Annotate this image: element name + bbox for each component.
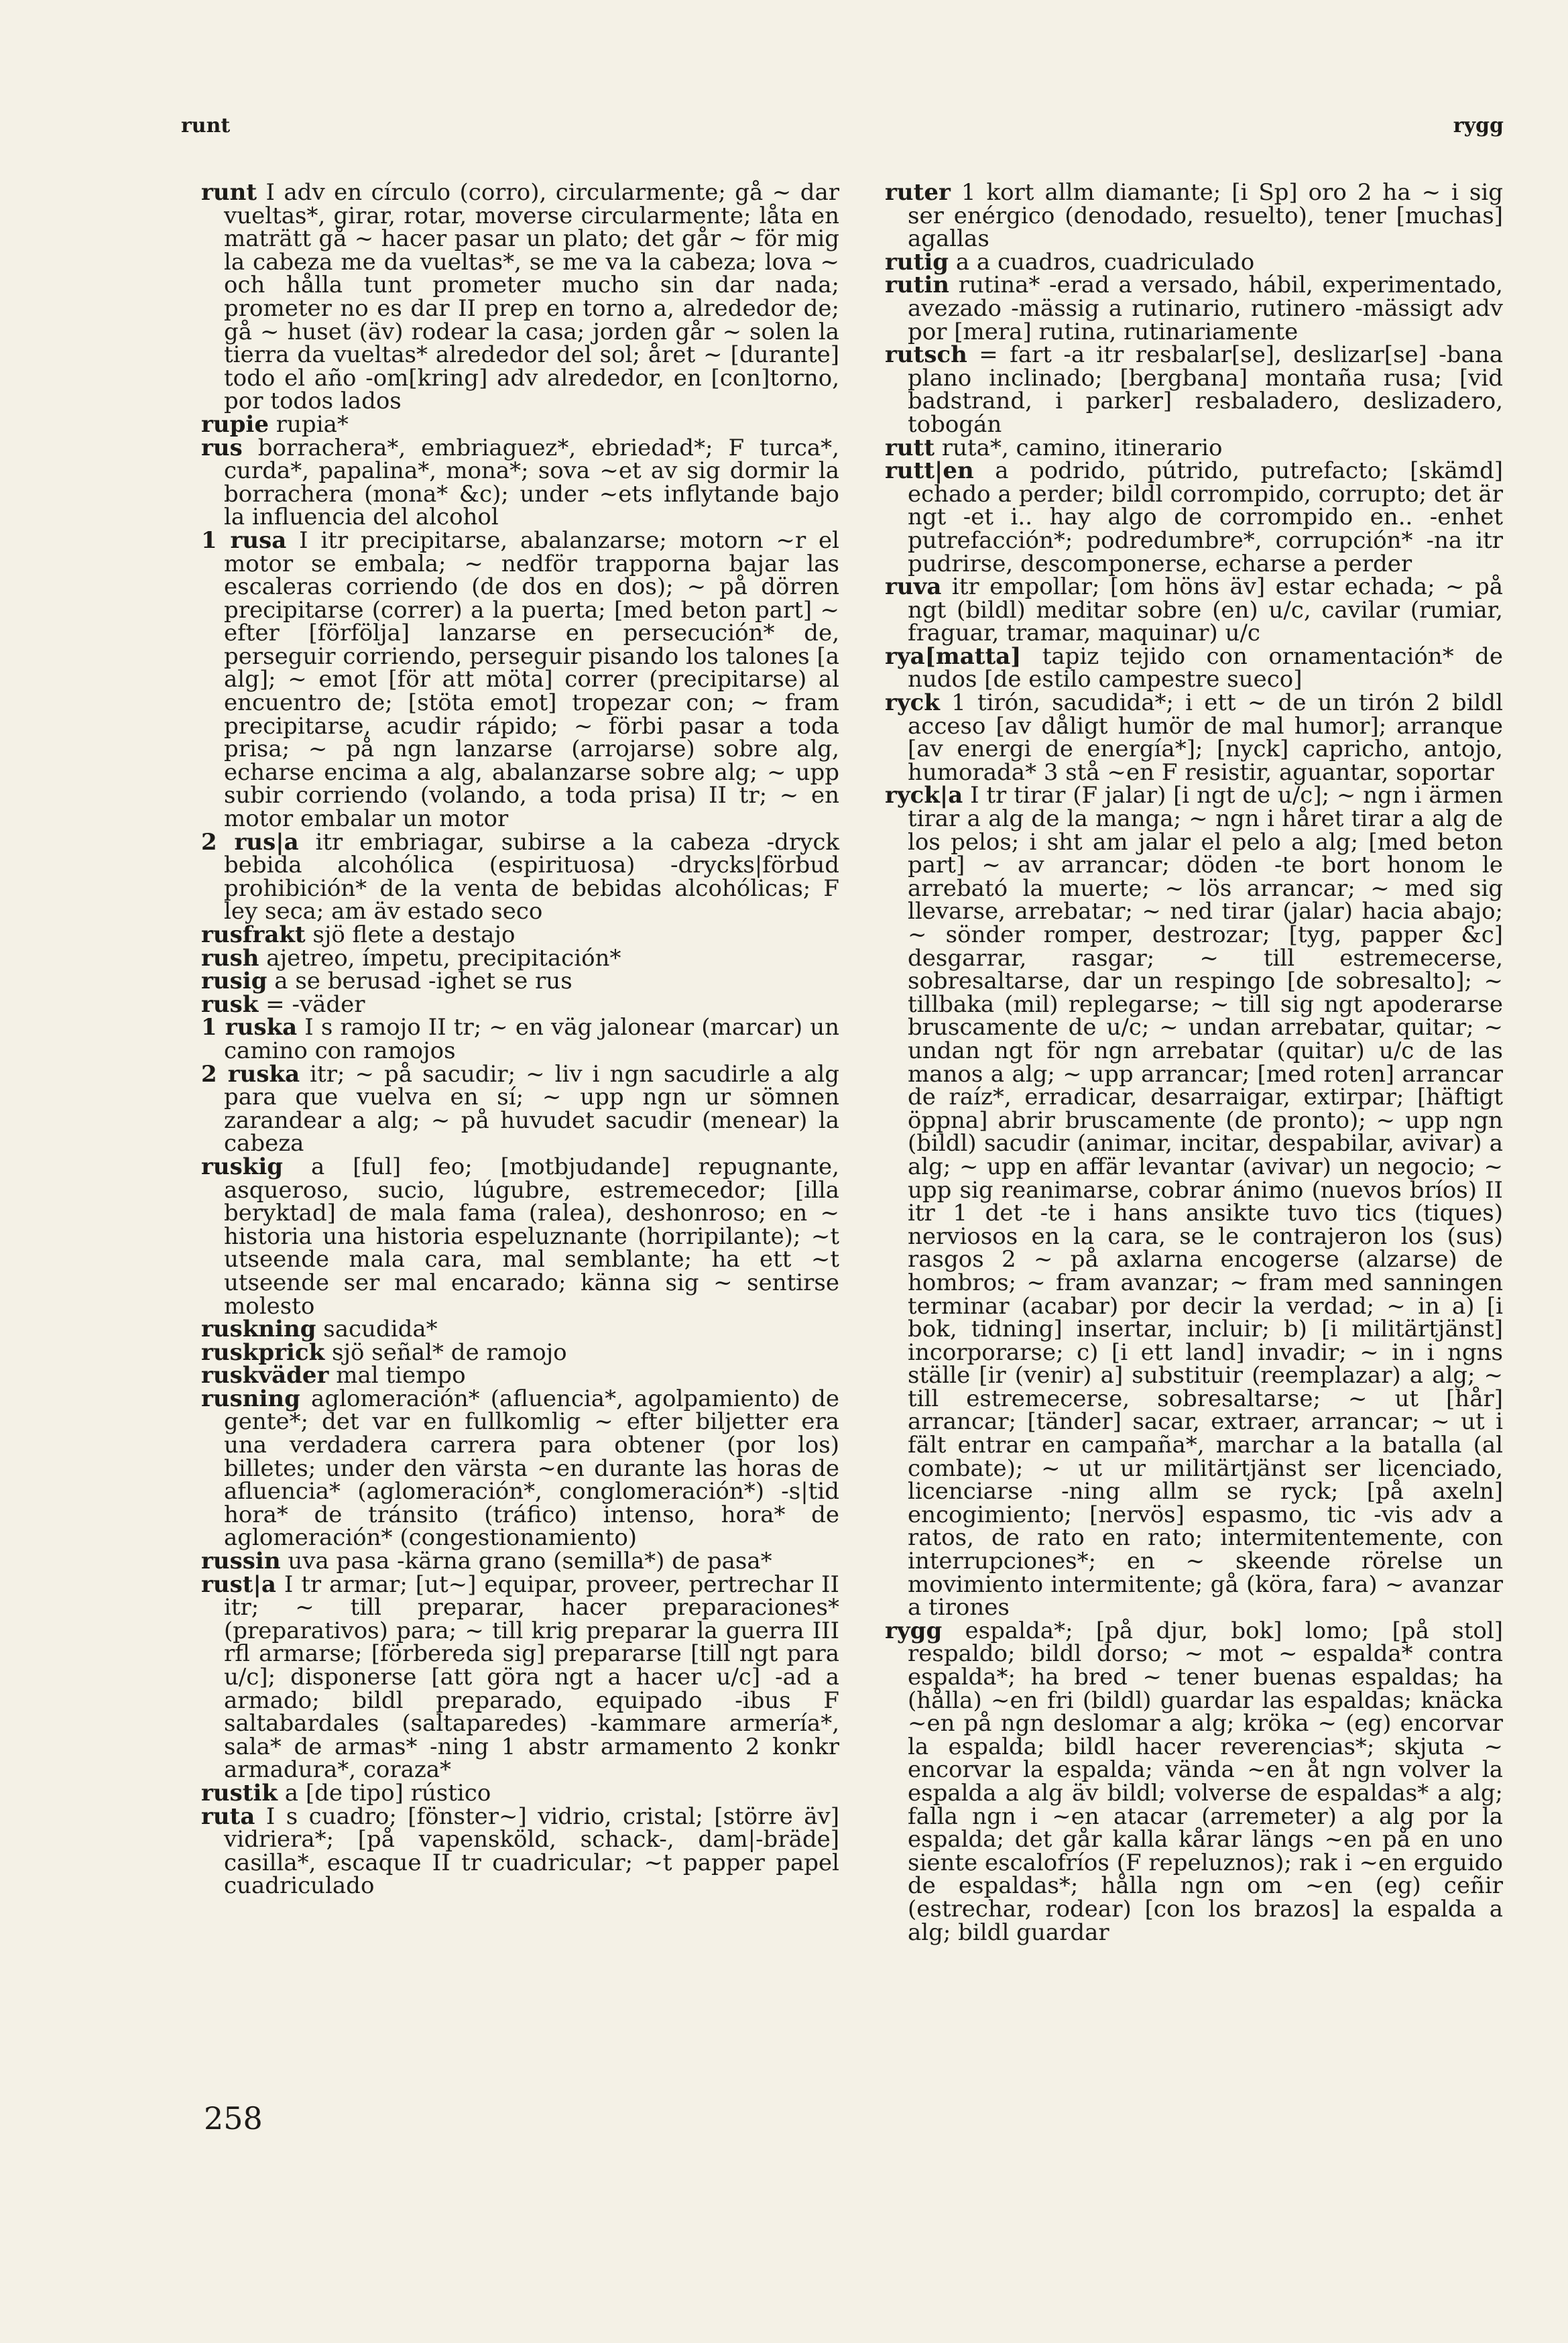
running-head-right: rygg — [1453, 114, 1504, 137]
entry-text: I tr tirar (F jalar) [i ngt de u/c]; ~ ngn i ärmen tirar a alg de la manga; ~ ngn i håret tirar a alg de los pelos; i sht am jalar el pelo a alg; [med beton part] ~ av arrancar; döden -te bort honom le arrebató la muerte; ~ lös arrancar; ~ med sig llevarse, arrebatar; ~ ned tirar (jalar) hacia abajo; ~ sönder romper, destrozar; [tyg, papper &c] desgarrar, rasgar; ~ till estremecerse, sobresaltarse, dar un respingo [de sobresalto]; ~ tillbaka (mil) replegarse; ~ till sig ngt apoderarse bruscamente de u/c; ~ undan arrebatar, quitar; ~ undan ngt för ngn arrebatar (quitar) u/c de las manos a alg; ~ upp arrancar; [med roten] arrancar de raíz*, erradicar, desarraigar, extirpar; [häftigt öppna] abrir bruscamente (de pronto); ~ upp ngn (bildl) sacudir (animar, incitar, despabilar, avivar) a alg; ~ upp en affär levantar (avivar) un negocio; ~ upp sig reanimarse, cobrar ánimo (nuevos bríos) II itr 1 det -te i hans ansikte tuvo tics (tiques) nerviosos en la cara, se le contrajeron los (sus) rasgos 2 ~ på axlarna encogerse (alzarse) de hombros; ~ fram avanzar; ~ fram med sanningen terminar (acabar) por decir la verdad; ~ in a) [i bok, tidning] insertar, incluir; b) [i militärtjänst] incorporarse; c) [i ett land] invadir; ~ in i ngns ställe [ir (venir) a] substituir (reemplazar) a alg; ~ till estremecerse, sobresaltarse; ~ ut [hår] arrancar; [tänder] sacar, extraer, arrancar; ~ ut i fält entrar en campaña*, marchar a la batalla (al combate); ~ ut ur militärtjänst ser licenciado, licenciarse -ning allm se ryck; [på axeln] encogimiento; [nervös] espasmo, tic -vis adv a ratos, de rato en rato; intermitentemente, con interrupciones*; en ~ skeende rörelse un movimiento intermitente; gå (köra, fara) ~ avanzar a tirones — [908, 782, 1510, 1621]
dictionary-entry — [201, 526, 847, 833]
entry-headword: rusig — [201, 968, 267, 995]
dictionary-entry — [885, 689, 1510, 786]
entry-headword: rustik — [201, 1779, 278, 1807]
entry-text: uva pasa -kärna grano (semilla*) de pasa* — [280, 1548, 772, 1575]
dictionary-entry — [201, 828, 847, 925]
entry-headword: ruskväder — [201, 1362, 329, 1389]
entry-text: a [de tipo] rústico — [277, 1779, 491, 1807]
entry-headword: ruskning — [201, 1316, 316, 1343]
entry-text: I s ramojo II tr; ~ en väg jalonear (marcar) un camino con ramojos — [224, 1014, 847, 1064]
entry-text: itr; ~ på sacudir; ~ liv i ngn sacudirle a alg para que vuelva en sí; ~ upp ngn ur sömnen zarandear a alg; ~ på huvudet sacudir (menear) la cabeza — [224, 1060, 847, 1157]
entry-text: sjö flete a destajo — [305, 921, 516, 948]
dictionary-entry — [885, 179, 1510, 253]
entry-text: itr embriagar, subirse a la cabeza -dryck bebida alcohólica (espirituosa) -drycks|förbud prohibición* de la venta de bebidas alcohólicas; F ley seca; am äv estado seco — [224, 828, 847, 925]
dictionary-entry — [885, 248, 1503, 276]
entry-headword: rust|a — [201, 1570, 276, 1598]
dictionary-entry — [201, 1779, 839, 1807]
entry-headword: ruskig — [201, 1153, 284, 1180]
dictionary-entry — [201, 1364, 839, 1387]
right-column — [885, 179, 1510, 1946]
entry-headword: rus — [201, 434, 243, 461]
entry-text: a [ful] feo; [motbjudande] repugnante, asqueroso, sucio, lúgubre, estremecedor; [illa beryktad] de mala fama (ralea), deshonroso; en ~ historia una historia espeluznante (horripilante); ~t utseende mala cara, mal semblante; ha ett ~t utseende ser mal encarado; känna sig ~ sentirse molesto — [224, 1153, 847, 1320]
entry-headword: rutt|en — [885, 457, 974, 485]
entry-text: a podrido, pútrido, putrefacto; [skämd] echado a perder; bildl corrompido, corrupto; det är ngt -et i.. hay algo de corrompido en.. -enhet putrefacción*; podredumbre*, corrupción* -na itr pudrirse, descomponerse, echarse a perder — [908, 457, 1510, 577]
dictionary-entry — [201, 1014, 847, 1064]
entry-headword: ryck — [885, 689, 940, 717]
entry-text: itr empollar; [om höns äv] estar echada; ~ på ngt (bildl) meditar sobre (en) u/c, cavilar (rumiar, fraguar, tramar, maquinar) u/c — [908, 573, 1510, 647]
entry-headword: rutig — [885, 248, 949, 276]
dictionary-entry — [885, 642, 1510, 693]
entry-headword: ruskprick — [201, 1338, 325, 1366]
entry-text: a a cuadros, cuadriculado — [949, 248, 1255, 276]
entry-text: ruta*, camino, itinerario — [934, 434, 1223, 461]
entry-headword: 2 ruska — [201, 1060, 300, 1088]
entry-headword: ruter — [885, 179, 951, 206]
entry-text: = fart -a itr resbalar[se], deslizar[se] -bana plano inclinado; [bergbana] montaña rusa; [vid badstrand, i parker] resbaladero, deslizadero, tobogán — [908, 341, 1510, 438]
entry-text: tapiz tejido con ornamentación* de nudos [de estilo campestre sueco] — [908, 642, 1510, 693]
entry-text: mal tiempo — [328, 1362, 466, 1389]
dictionary-entry — [201, 1385, 847, 1552]
dictionary-entry — [885, 272, 1510, 345]
entry-text: espalda*; [på djur, bok] lomo; [på stol] respaldo; bildl dorso; ~ mot ~ espalda* contra espalda*; ha bred ~ tener buenas espaldas; ha (hålla) ~en fri (bildl) guardar las espaldas; knäcka ~en på ngn deslomar a alg; kröka ~ (eg) encorvar la espalda; bildl hacer reverencias*; skjuta ~ encorvar la espalda; vända ~en åt ngn volver la espalda a alg äv bildl; volverse de espaldas* a alg; falla ngn i ~en atacar (arremeter) a alg por la espalda; det går kalla kårar längs ~en på en uno siente escalofríos (F repeluznos); rak i ~en erguido de espaldas*; hålla ngn om ~en (eg) ceñir (estrechar, rodear) [con los brazos] la espalda a alg; bildl guardar — [908, 1617, 1510, 1946]
entry-headword: ryck|a — [885, 782, 963, 809]
dictionary-entry — [885, 1617, 1510, 1946]
entry-text: borrachera*, embriaguez*, ebriedad*; F turca*, curda*, papalina*, mona*; sova ~et av sig dormir la borrachera (mona* &c); under ~ets inflytande bajo la influencia del alcohol — [224, 434, 847, 531]
entry-text: aglomeración* (afluencia*, agolpamiento) de gente*; det var en fullkomlig ~ efter biljetter era una verdadera carrera para obtener (por los) billetes; under den värsta ~en durante las horas de afluencia* (aglomeración*, conglomeración*) -s|tid hora* de tránsito (tráfico) intenso, hora* de aglomeración* (congestionamiento) — [224, 1385, 847, 1552]
page-number: 258 — [204, 2100, 263, 2136]
entry-text: 1 tirón, sacudida*; i ett ~ de un tirón 2 bildl acceso [av dåligt humör de mal humor]; arranque [av energi de energía*]; [nyck] capricho, antojo, humorada* 3 stå ~en F resistir, aguantar, soportar — [908, 689, 1510, 786]
dictionary-entry — [201, 410, 839, 438]
entry-headword: 1 rusa — [201, 526, 287, 554]
entry-text: I tr armar; [ut~] equipar, proveer, pertrechar II itr; ~ till preparar, hacer preparaciones* (preparativos) para; ~ till krig preparar la guerra III rfl armarse; [förbereda sig] prepararse [till ngt para u/c]; disponerse [att göra ngt a hacer u/c] -ad a armado; bildl preparado, equipado -ibus F saltabardales (saltaparedes) -kammare armería*, sala* de armas* -ning 1 abstr armamento 2 konkr armadura*, coraza* — [224, 1570, 847, 1784]
entry-headword: rutsch — [885, 341, 967, 369]
entry-headword: rusk — [201, 990, 259, 1018]
dictionary-entry — [201, 1318, 839, 1341]
entry-headword: rusning — [201, 1385, 300, 1412]
entry-headword: 2 rus|a — [201, 828, 299, 856]
dictionary-entry — [201, 1060, 847, 1157]
entry-text: ajetreo, ímpetu, precipitación* — [259, 944, 621, 972]
dictionary-entry — [885, 457, 1510, 577]
left-column — [201, 179, 847, 1900]
dictionary-entry — [885, 434, 1503, 461]
dictionary-entry — [201, 1153, 847, 1320]
entry-headword: rusfrakt — [201, 921, 306, 948]
running-head-left: runt — [181, 114, 231, 137]
entry-text: sacudida* — [316, 1316, 438, 1343]
entry-text: rupia* — [268, 410, 349, 438]
entry-headword: rutin — [885, 272, 949, 299]
dictionary-entry — [885, 341, 1510, 438]
entry-text: I adv en círculo (corro), circularmente; gå ~ dar vueltas*, girar, rotar, moverse circularmente; låta en maträtt gå ~ hacer pasar un plato; det går ~ för mig la cabeza me da vueltas*, se me va la cabeza; lova ~ och hålla tunt prometer mucho sin dar nada; prometer no es dar II prep en torno a, alrededor de; gå ~ huset (äv) rodear la casa; jorden går ~ solen la tierra da vueltas* alrededor del sol; året ~ [durante] todo el año -om[kring] adv alrededor, en [con]torno, por todos lados — [224, 179, 847, 415]
entry-headword: russin — [201, 1548, 281, 1575]
entry-text: sjö señal* de ramojo — [324, 1338, 567, 1366]
entry-text: = -väder — [258, 990, 365, 1018]
dictionary-entry — [885, 782, 1510, 1621]
dictionary-entry — [201, 1550, 839, 1573]
dictionary-entry — [201, 1803, 847, 1900]
entry-headword: runt — [201, 179, 257, 206]
entry-headword: rupie — [201, 410, 269, 438]
dictionary-entry — [201, 990, 839, 1018]
entry-headword: rya[matta] — [885, 642, 1022, 670]
dictionary-entry — [201, 923, 839, 947]
entry-headword: rush — [201, 944, 259, 972]
entry-text: 1 kort allm diamante; [i Sp] oro 2 ha ~ i sig ser enérgico (denodado, resuelto), tener [muchas] agallas — [908, 179, 1510, 253]
entry-headword: rygg — [885, 1617, 943, 1644]
dictionary-entry — [201, 434, 847, 531]
entry-text: I s cuadro; [fönster~] vidrio, cristal; [större äv] vidriera*; [på vapensköld, schack-, dam|-bräde] casilla*, escaque II tr cuadricular; ~t papper papel cuadriculado — [224, 1803, 847, 1900]
entry-text: I itr precipitarse, abalanzarse; motorn ~r el motor se embala; ~ nedför trapporna bajar las escaleras corriendo (de dos en dos); ~ på dörren precipitarse (correr) a la puerta; [med beton part] ~ efter [förfölja] lanzarse en persecución* de, perseguir corriendo, perseguir pisando los talones [a alg]; ~ emot [för att möta] correr (precipitarse) al encuentro de; [stöta emot] tropezar con; ~ fram precipitarse, acudir rápido; ~ förbi pasar a toda prisa; ~ på ngn lanzarse (arrojarse) sobre alg, echarse encima a alg, abalanzarse sobre alg; ~ upp subir corriendo (volando, a toda prisa) II tr; ~ en motor embalar un motor — [224, 526, 847, 833]
entry-headword: ruta — [201, 1803, 255, 1830]
dictionary-entry — [201, 944, 839, 972]
dictionary-entry — [201, 179, 847, 415]
dictionary-entry — [201, 1338, 839, 1366]
dictionary-entry — [885, 573, 1510, 647]
entry-headword: 1 ruska — [201, 1014, 298, 1041]
entry-text: a se berusad -ighet se rus — [267, 968, 572, 995]
entry-text: rutina* -erad a versado, hábil, experimentado, avezado -mässig a rutinario, rutinero -mässigt adv por [mera] rutina, rutinariamente — [908, 272, 1510, 345]
dictionary-entry — [201, 970, 839, 993]
entry-headword: rutt — [885, 434, 935, 461]
dictionary-entry — [201, 1570, 847, 1784]
entry-headword: ruva — [885, 573, 942, 601]
